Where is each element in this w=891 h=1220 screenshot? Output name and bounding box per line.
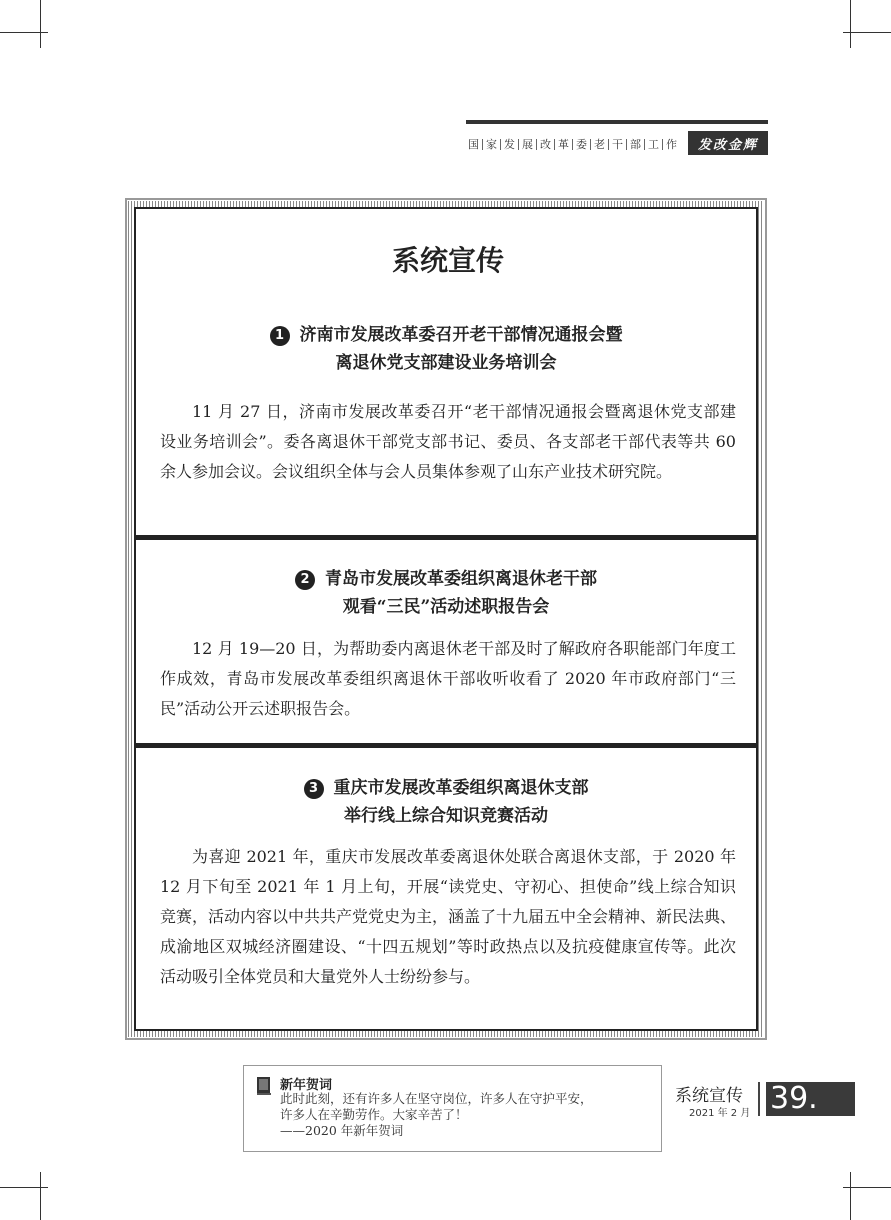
section-2-title-line2: 观看“三民”活动述职报告会 bbox=[342, 597, 550, 617]
org-char: 家 bbox=[486, 138, 497, 151]
org-char: 干 bbox=[612, 138, 623, 151]
column-badge: 发改金辉 bbox=[688, 131, 768, 155]
section-3-title bbox=[136, 774, 756, 830]
section-divider bbox=[136, 743, 756, 748]
quote-line: 许多人在辛勤劳作。大家辛苦了！ bbox=[280, 1107, 468, 1122]
crop-mark-tr-h bbox=[843, 32, 891, 33]
crop-mark-bl-h bbox=[0, 1187, 48, 1188]
section-1-title bbox=[136, 321, 756, 377]
number-badge: 2 bbox=[295, 570, 315, 590]
crop-mark-br bbox=[850, 1172, 851, 1220]
org-char: 改 bbox=[540, 138, 551, 151]
quote-box bbox=[243, 1065, 662, 1152]
section-3-body: 为喜迎 2021 年，重庆市发展改革委离退休处联合离退休支部，于 2020 年 12 月下旬至 2021 年 1 月上旬，开展“读党史、守初心、担使命”线上综合知识竞赛，活动内容以中共共产党党史为主，涵盖了十九届五中全会精神、新民法典、成渝地区双城经济圈建设、“十四五规划”等时政热点以及抗疫健康宣传等。此次活动吸引全体党员和大量党外人士纷纷参与。 bbox=[160, 847, 737, 986]
page-number: 39. bbox=[766, 1082, 855, 1116]
org-char: 委 bbox=[576, 138, 587, 151]
crop-mark-br-h bbox=[843, 1187, 891, 1188]
article-frame bbox=[134, 207, 758, 1031]
quote-line: 此时此刻，还有许多人在坚守岗位，许多人在守护平安， bbox=[280, 1091, 593, 1106]
org-char: 部 bbox=[630, 138, 641, 151]
org-char: 工 bbox=[648, 138, 659, 151]
section-1-body: 11 月 27 日，济南市发展改革委召开“老干部情况通报会暨离退休党支部建设业务培训会”。委各离退休干部党支部书记、委员、各支部老干部代表等共 60 余人参加会议。会议组织全体与会人员集体参观了山东产业技术研究院。 bbox=[160, 402, 736, 481]
org-char: 发 bbox=[504, 138, 515, 151]
org-char: 革 bbox=[558, 138, 569, 151]
section-1-title-line2: 离退休党支部建设业务培训会 bbox=[335, 353, 557, 373]
section-3-title-line2: 举行线上综合知识竞赛活动 bbox=[344, 806, 548, 826]
crop-mark-tr bbox=[850, 0, 851, 48]
header-org-name bbox=[466, 136, 679, 152]
org-char: 国 bbox=[468, 138, 479, 151]
section-2-body: 12 月 19—20 日，为帮助委内离退休老干部及时了解政府各职能部门年度工作成效，青岛市发展改革委组织离退休干部收听收看了 2020 年市政府部门“三民”活动公开云述职报告会。 bbox=[160, 639, 736, 718]
header-rule bbox=[466, 120, 768, 124]
org-char: 作 bbox=[666, 138, 677, 151]
quote-source: ——2020 年新年贺词 bbox=[280, 1123, 404, 1138]
quote-text bbox=[280, 1091, 652, 1139]
number-badge: 3 bbox=[304, 779, 324, 799]
number-badge: 1 bbox=[270, 326, 290, 346]
section-divider bbox=[136, 535, 756, 540]
crop-mark-tl bbox=[40, 0, 41, 48]
org-char: 展 bbox=[522, 138, 533, 151]
section-1-title-line1: 济南市发展改革委召开老干部情况通报会暨 bbox=[299, 325, 623, 345]
quote-title: 新年贺词 bbox=[280, 1078, 333, 1093]
footer-separator bbox=[758, 1082, 760, 1116]
crop-mark-bl bbox=[40, 1172, 41, 1220]
footer-date: 2021 年 2 月 bbox=[689, 1108, 751, 1119]
crop-mark-tl-h bbox=[0, 32, 48, 33]
org-char: 老 bbox=[594, 138, 605, 151]
book-icon bbox=[256, 1076, 272, 1096]
section-2-title bbox=[136, 565, 756, 621]
main-title: 系统宣传 bbox=[391, 244, 504, 277]
section-3-title-line1: 重庆市发展改革委组织离退休支部 bbox=[333, 778, 589, 798]
footer-section-name: 系统宣传 bbox=[675, 1086, 743, 1106]
section-2-title-line1: 青岛市发展改革委组织离退休老干部 bbox=[325, 569, 597, 589]
